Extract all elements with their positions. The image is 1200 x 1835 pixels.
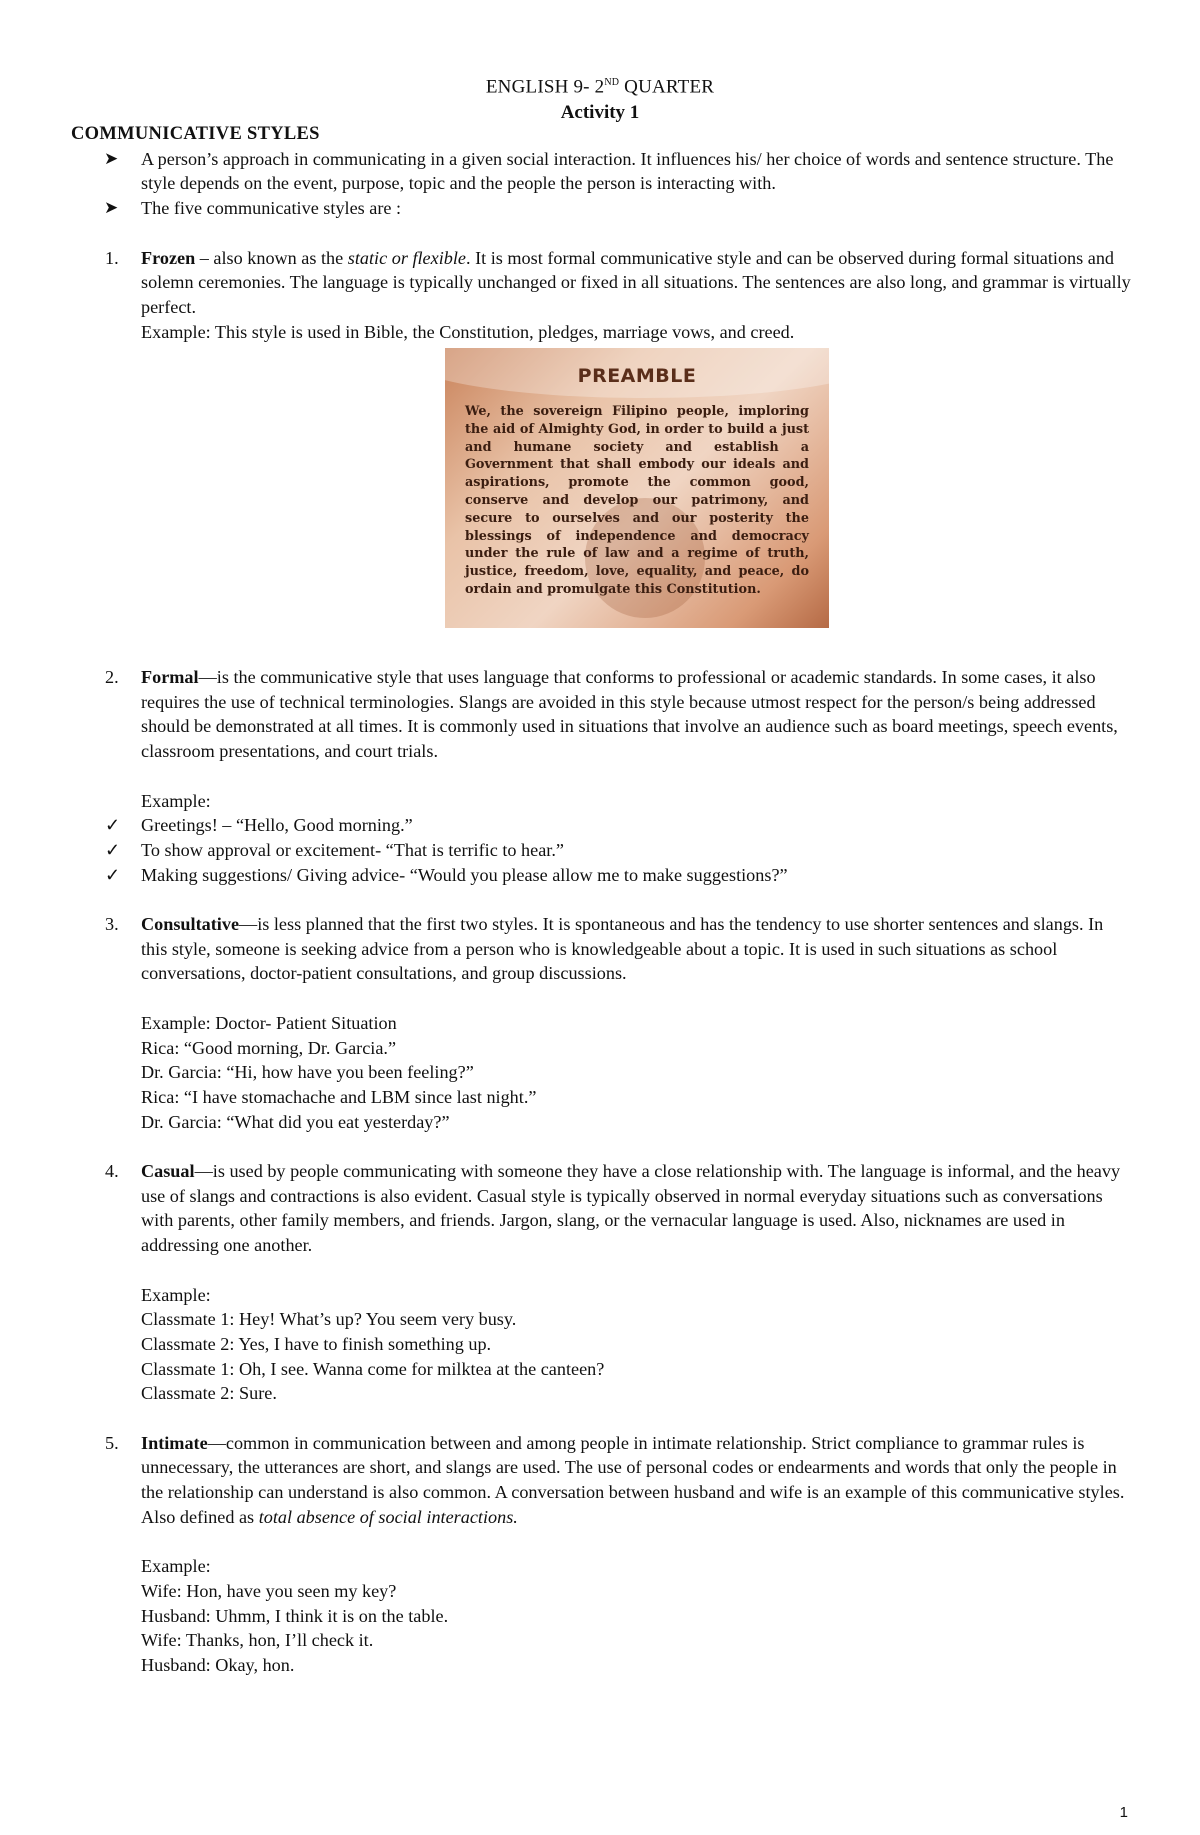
formal-examples: [71, 813, 1131, 887]
checkmark-icon: ✓: [105, 815, 121, 836]
dialogue-line: Example:: [141, 1556, 211, 1577]
style-term: Formal: [141, 667, 199, 687]
list-item: ✓ To show approval or excitement- “That is terrific to hear.”: [71, 838, 1131, 863]
dialogue-line: Classmate 1: Oh, I see. Wanna come for milktea at the canteen?: [141, 1358, 605, 1379]
dialogue-line: Classmate 2: Yes, I have to finish something up.: [141, 1333, 492, 1354]
preamble-text: We, the sovereign Filipino people, imploring the aid of Almighty God, in order to build a just and humane society and establish a Government that shall embody our ideals and aspirations, promote the common good, conserve and develop our patrimony, and secure to ourselves and our posterity the blessings of independence and democracy under the rule of law and a regime of truth, justice, freedom, love, equality, and peace, do ordain and promulgate this Constitution.: [465, 404, 809, 597]
intro-item: ➤ The five communicative styles are :: [71, 196, 1131, 221]
arrowhead-bullet-icon: ➤: [104, 198, 119, 218]
document-body: [71, 122, 1131, 1678]
item-number: 2.: [105, 667, 119, 687]
document-title: ENGLISH 9- 2ND QUARTER: [485, 76, 715, 98]
dialogue-line: Dr. Garcia: “What did you eat yesterday?”: [141, 1111, 450, 1132]
intro-item: ➤ A person’s approach in communicating in a given social interaction. It influences his/ her choice of words and sentence structure. The style depends on the event, purpose, topic and the people the person is interacting with.: [104, 148, 1114, 194]
section-heading: COMMUNICATIVE STYLES: [71, 124, 320, 144]
item-number: 4.: [105, 1161, 119, 1181]
style-item-casual: 4. Casual—is used by people communicating with someone they have a close relationship with. The language is informal, and the heavy use of slangs and contractions is also evident. Casual style is typically observed in normal everyday situations such as conversations with parents, other family members, and friends. Jargon, slang, or the vernacular language is used. Also, nicknames are used in addressing one another. Example: Classmate 1: Hey! What’s up? You seem very busy. Classmate 2: Yes, I have to finish something up. Classmate 1: Oh, I see. Wanna come for milktea at the canteen? Classmate 2: Sure.: [71, 1159, 1131, 1406]
style-term: Frozen: [141, 247, 196, 268]
dialogue-line: Wife: Hon, have you seen my key?: [141, 1580, 397, 1601]
arrowhead-bullet-icon: ➤: [104, 148, 119, 168]
intro-list: [71, 147, 1131, 221]
style-item-frozen: 1. Frozen – also known as the static or flexible. It is most formal communicative style and can be observed during formal situations and solemn ceremonies. The language is typically unchanged or fixed in all situations. The sentences are also long, and grammar is virtually perfect. Example: This style is used in Bible, the Constitution, pledges, marriage vows, and creed.: [71, 246, 1131, 345]
style-item-formal: 2. Formal—is the communicative style that uses language that conforms to professional or academic standards. In some cases, it also requires the use of technical terminologies. Slangs are avoided in this style because utmost respect for the person/s being addressed should be demonstrated at all times. It is commonly used in situations that involve an audience such as board meetings, speech events, classroom presentations, and court trials. Example:: [71, 665, 1131, 813]
style-term: Intimate: [141, 1432, 208, 1453]
preamble-figure: [71, 344, 1131, 628]
item-number: 1.: [105, 247, 119, 268]
dialogue-line: Classmate 2: Sure.: [141, 1383, 277, 1404]
checkmark-icon: ✓: [105, 839, 121, 860]
style-item-intimate: 5. Intimate—common in communication between and among people in intimate relationship. Strict compliance to grammar rules is unnecessary, the utterances are short, and slangs are used. The use of personal codes or endearments and words that only the people in the relationship can understand is also common. A conversation between husband and wife is an example of this communicative styles. Also defined as total absence of social interactions. Example: Wife: Hon, have you seen my key? Husband: Uhmm, I think it is on the table. Wife: Thanks, hon, I’ll check it. Husband: Okay, hon.: [71, 1431, 1131, 1678]
document-header: [0, 70, 1200, 126]
dialogue-line: Example:: [141, 1284, 211, 1305]
example-label: Example:: [141, 790, 211, 811]
style-term: Casual: [141, 1161, 195, 1181]
activity-title: Activity 1: [560, 102, 640, 124]
dialogue-line: Classmate 1: Hey! What’s up? You seem very busy.: [141, 1309, 517, 1330]
dialogue-line: Husband: Okay, hon.: [141, 1655, 295, 1676]
dialogue-line: Rica: “I have stomachache and LBM since last night.”: [141, 1086, 537, 1107]
dialogue-line: Example: Doctor- Patient Situation: [141, 1012, 397, 1033]
dialogue-line: Dr. Garcia: “Hi, how have you been feeling?”: [141, 1062, 474, 1083]
page-number: 1: [1119, 1804, 1128, 1821]
list-item: ✓ Making suggestions/ Giving advice- “Would you please allow me to make suggestions?”: [71, 863, 1131, 888]
list-item: ✓ Greetings! – “Hello, Good morning.”: [71, 813, 1131, 838]
style-item-consultative: 3. Consultative—is less planned that the first two styles. It is spontaneous and has the tendency to use shorter sentences and slangs. In this style, someone is seeking advice from a person who is knowledgeable about a topic. It is used in such situations as school conversations, doctor-patient consultations, and group discussions. Example: Doctor- Patient Situation Rica: “Good morning, Dr. Garcia.” Dr. Garcia: “Hi, how have you been feeling?” Rica: “I have stomachache and LBM since last night.” Dr. Garcia: “What did you eat yesterday?”: [71, 912, 1131, 1134]
checkmark-icon: ✓: [105, 864, 121, 885]
dialogue-line: Rica: “Good morning, Dr. Garcia.”: [141, 1037, 397, 1058]
dialogue-line: Husband: Uhmm, I think it is on the table.: [141, 1605, 449, 1626]
style-example: Example: This style is used in Bible, the Constitution, pledges, marriage vows, and creed.: [141, 321, 795, 342]
preamble-title: PREAMBLE: [577, 365, 697, 388]
dialogue-line: Wife: Thanks, hon, I’ll check it.: [141, 1630, 374, 1651]
item-number: 3.: [105, 914, 119, 934]
style-term: Consultative: [141, 914, 240, 934]
preamble-image: [445, 348, 829, 628]
item-number: 5.: [105, 1432, 119, 1453]
